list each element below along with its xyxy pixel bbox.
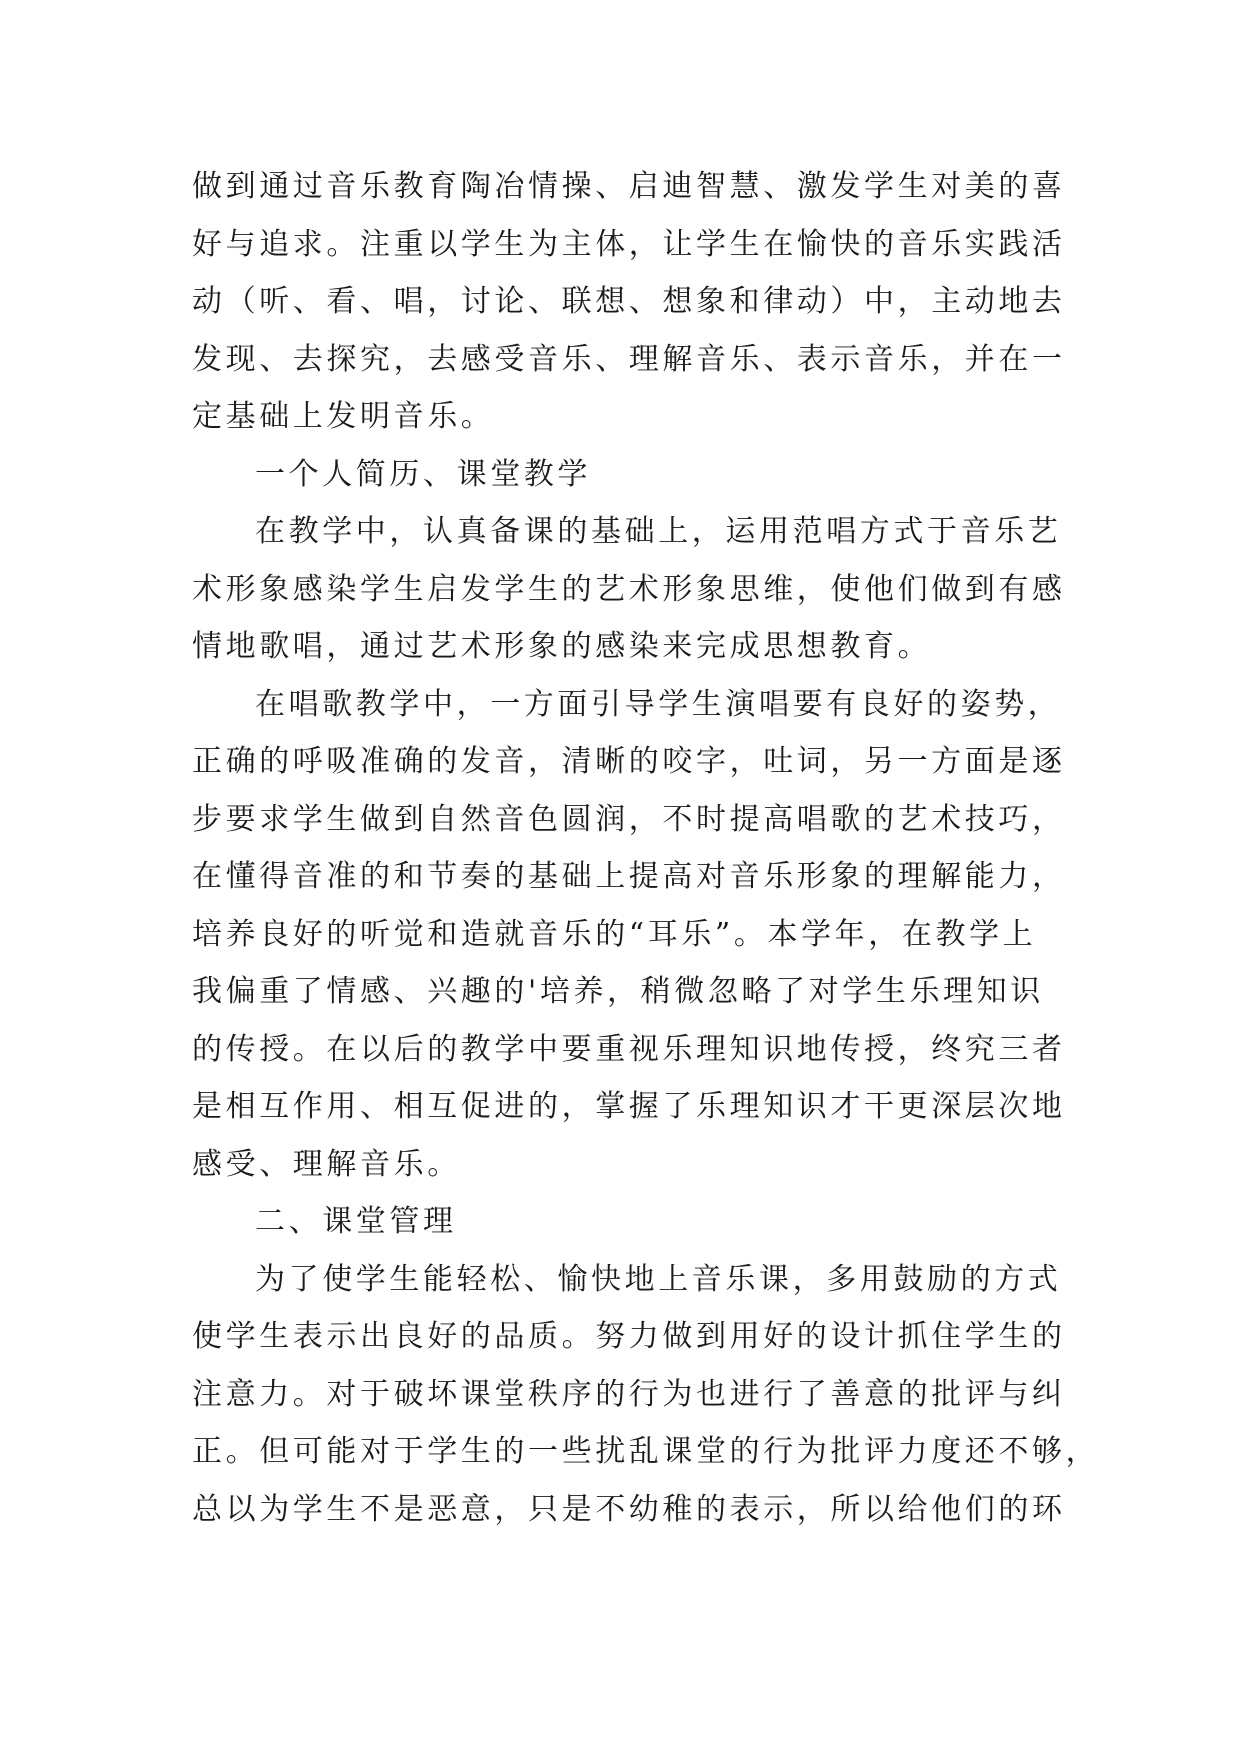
text-line: 的传授。在以后的教学中要重视乐理知识地传授，终究三者	[192, 1031, 1066, 1067]
text-line: 感受、理解音乐。	[192, 1146, 461, 1182]
text-line: 正。但可能对于学生的一些扰乱课堂的行为批评力度还不够，	[192, 1434, 1100, 1469]
text-line: 做到通过音乐教育陶冶情操、启迪智慧、激发学生对美的喜	[192, 169, 1066, 204]
text-line: 在教学中，认真备课的基础上，运用范唱方式于音乐艺	[255, 514, 1062, 549]
text-line: 在懂得音准的和节奏的基础上提高对音乐形象的理解能力，	[192, 859, 1066, 894]
text-line: 正确的呼吸准确的发音，清晰的咬字，吐词，另一方面是逐	[192, 744, 1066, 779]
text-line: 使学生表示出良好的品质。努力做到用好的设计抓住学生的	[192, 1319, 1066, 1354]
text-line: 情地歌唱，通过艺术形象的感染来完成思想教育。	[192, 629, 932, 664]
text-line: 培养良好的听觉和造就音乐的“耳乐”。本学年，在教学上	[192, 916, 1037, 952]
text-line: 好与追求。注重以学生为主体，让学生在愉快的音乐实践活	[192, 226, 1066, 262]
paragraph-singing	[192, 676, 1066, 1194]
text-line: 我偏重了情感、兴趣的'培养，稍微忽略了对学生乐理知识	[192, 974, 1044, 1009]
text-line: 为了使学生能轻松、愉快地上音乐课，多用鼓励的方式	[255, 1261, 1062, 1297]
paragraph-management	[192, 1251, 1100, 1539]
text-line: 术形象感染学生启发学生的艺术形象思维，使他们做到有感	[192, 571, 1066, 607]
text-line: 发现、去探究，去感受音乐、理解音乐、表示音乐，并在一	[192, 341, 1066, 377]
text-line: 注意力。对于破坏课堂秩序的行为也进行了善意的批评与纠	[192, 1376, 1066, 1412]
document-body	[192, 158, 1100, 1538]
text-line: 动（听、看、唱，讨论、联想、想象和律动）中，主动地去	[192, 284, 1066, 319]
text-line: 总以为学生不是恶意，只是不幼稚的表示，所以给他们的环	[192, 1491, 1066, 1527]
text-line: 定基础上发明音乐。	[192, 399, 495, 434]
paragraph-teaching	[192, 503, 1066, 676]
text-line: 在唱歌教学中，一方面引导学生演唱要有良好的姿势，	[255, 686, 1062, 722]
paragraph-intro	[192, 158, 1066, 446]
text-line: 是相互作用、相互促进的，掌握了乐理知识才干更深层次地	[192, 1089, 1066, 1124]
text-line: 步要求学生做到自然音色圆润，不时提高唱歌的艺术技巧，	[192, 801, 1066, 837]
section-heading-classroom-teaching: 一个人简历、课堂教学	[255, 456, 591, 492]
section-heading-classroom-management: 二、课堂管理	[255, 1204, 457, 1239]
